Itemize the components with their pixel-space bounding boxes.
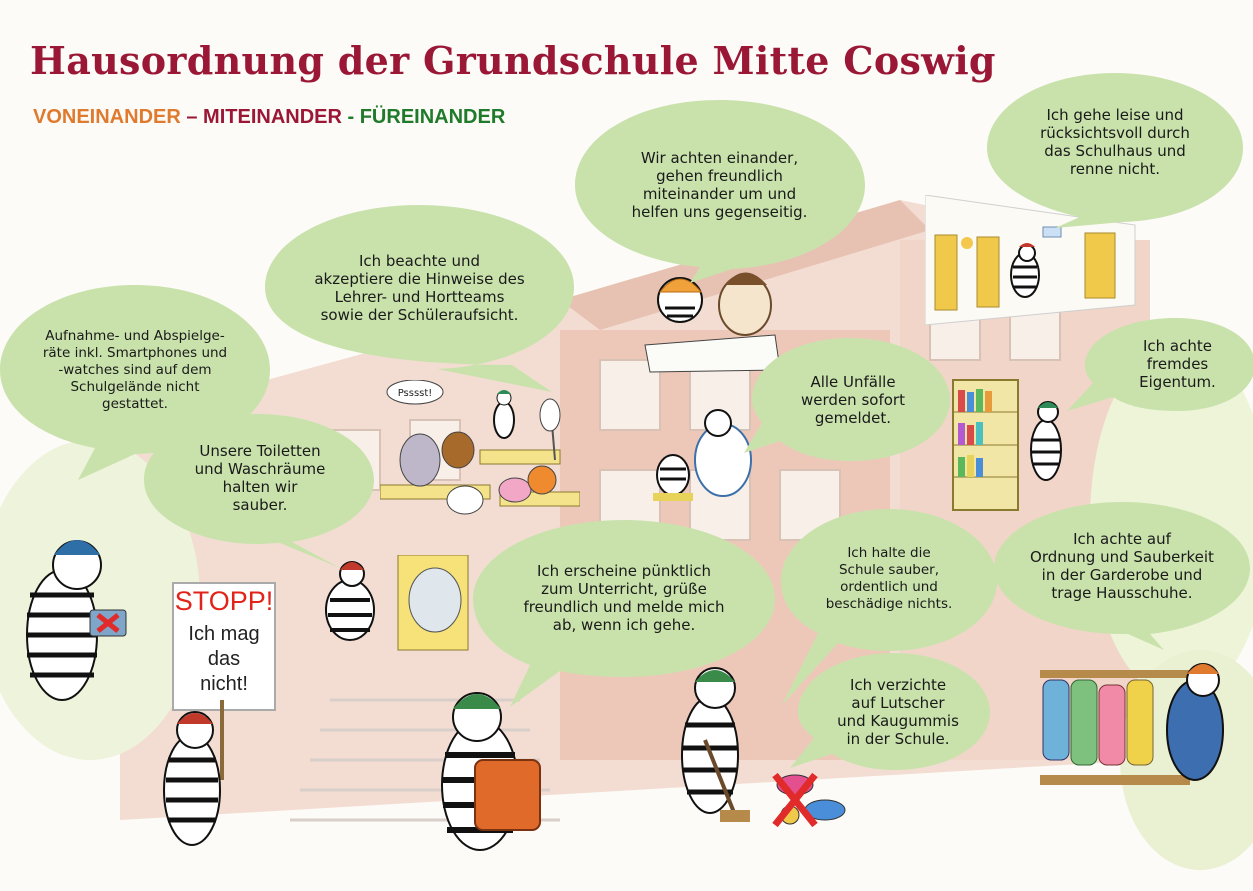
bubble-property-text: Ich achte fremdes Eigentum.	[1139, 337, 1216, 391]
bubble-punctual	[470, 515, 778, 710]
bubble-wardrobe-text: Ich achte auf Ordnung und Sauberkeit in der Garderobe und trage Hausschuhe.	[1030, 530, 1214, 602]
bubble-respect-text: Wir achten einander, gehen freundlich miteinander um und helfen uns gegenseitig.	[631, 149, 808, 221]
bubble-accidents-text: Alle Unfälle werden sofort gemeldet.	[801, 372, 905, 427]
bubble-candy-text: Ich verzichte auf Lutscher und Kaugummis in der Schule.	[837, 676, 959, 748]
bubble-toilets	[140, 410, 380, 570]
bookshelf-illustration	[948, 375, 1073, 515]
bubble-teams	[262, 200, 577, 395]
coat-rack-illustration	[1035, 655, 1235, 795]
motto	[33, 106, 505, 129]
motto-fuereinander: FÜREINANDER	[359, 106, 506, 128]
motto-sep-1: –	[180, 106, 204, 128]
toilet-illustration	[300, 555, 470, 655]
sign-body-text: Ich mag das nicht!	[188, 623, 260, 695]
page-title: Hausordnung der Grundschule Mitte Coswig	[30, 38, 996, 83]
zebra-tablet-illustration	[12, 525, 132, 715]
psst-text: Psssst!	[397, 388, 433, 399]
bubble-devices-text: Aufnahme- und Abspielge- räte inkl. Smartphones und -watches sind auf dem Schulgelände nicht gestattet.	[42, 328, 228, 412]
zebra-sign-holder-illustration	[150, 700, 240, 860]
class-animals-illustration	[380, 380, 580, 535]
bubble-teams-text: Ich beachte und akzeptiere die Hinweise des Lehrer- und Hortteams sowie der Schüleraufsicht.	[314, 251, 525, 324]
bubble-toilets-text: Unsere Toiletten und Waschräume halten wir sauber.	[194, 441, 326, 514]
zebra-backpack-illustration	[415, 685, 555, 860]
bubble-accidents	[740, 335, 952, 470]
motto-miteinander: MITEINANDER	[203, 106, 342, 128]
tablet-crossed-icon	[90, 610, 126, 636]
bubble-clean-text: Ich halte die Schule sauber, ordentlich und beschädige nichts.	[825, 545, 953, 612]
bubble-quiet-text: Ich gehe leise und rücksichtsvoll durch das Schulhaus und renne nicht.	[1040, 106, 1190, 178]
candy-crossed-icon	[765, 765, 860, 835]
bubble-candy	[788, 650, 993, 775]
bubble-respect	[572, 95, 867, 285]
stopp-sign	[172, 582, 276, 711]
bubble-punctual-text: Ich erscheine pünktlich zum Unterricht, grüße freundlich und melde mich ab, wenn ich gehe.	[523, 562, 725, 634]
bubble-quiet	[985, 70, 1245, 230]
bubble-wardrobe	[992, 498, 1252, 653]
motto-voneinander: VONEINANDER	[33, 106, 181, 128]
sign-stopp-text: STOPP!	[174, 586, 274, 616]
bubble-property	[1065, 315, 1253, 415]
motto-sep-2: -	[341, 106, 360, 128]
